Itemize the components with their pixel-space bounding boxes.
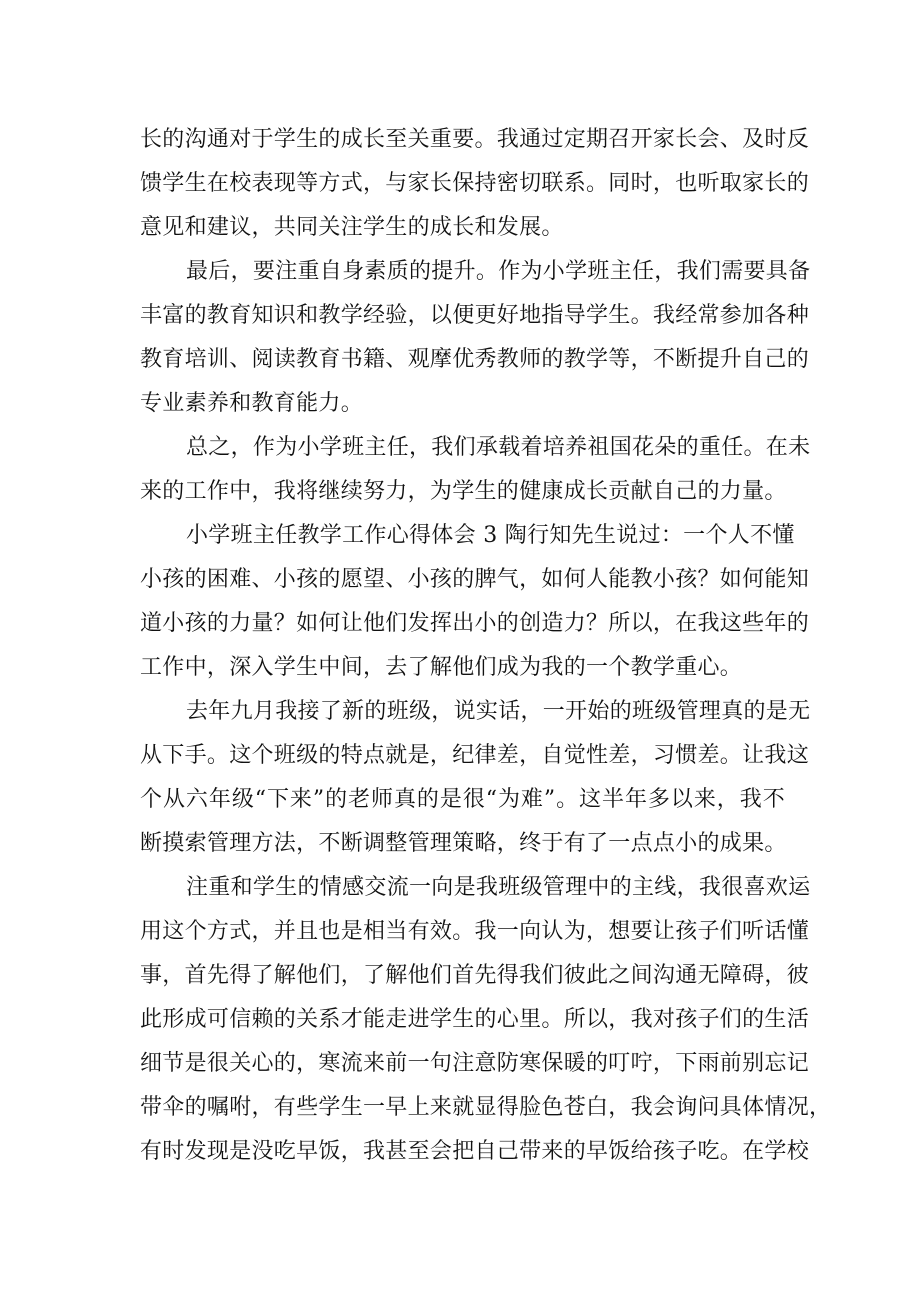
text-line: 工作中，深入学生中间，去了解他们成为我的一个教学重心。 (140, 655, 743, 680)
text-line: 带伞的嘱咐，有些学生一早上来就显得脸色苍白，我会询问具体情况， (140, 1095, 832, 1120)
text-line: 丰富的教育知识和教学经验，以便更好地指导学生。我经常参加各种 (140, 303, 810, 328)
text-line: 注重和学生的情感交流一向是我班级管理中的主线，我很喜欢运 (186, 875, 811, 900)
text-line: 个从六年级“下来”的老师真的是很“为难”。这半年多以来，我不 (140, 787, 785, 812)
text-line: 专业素养和教育能力。 (140, 391, 364, 416)
text-line: 长的沟通对于学生的成长至关重要。我通过定期召开家长会、及时反 (140, 127, 810, 152)
text-line: 用这个方式，并且也是相当有效。我一向认为，想要让孩子们听话懂 (140, 919, 810, 944)
text-line: 来的工作中，我将继续努力，为学生的健康成长贡献自己的力量。 (140, 479, 787, 504)
text-line: 教育培训、阅读教育书籍、观摩优秀教师的教学等，不断提升自己的 (140, 347, 810, 372)
text-line: 小学班主任教学工作心得体会 3 陶行知先生说过：一个人不懂 (186, 523, 795, 548)
text-line: 从下手。这个班级的特点就是，纪律差，自觉性差，习惯差。让我这 (140, 743, 810, 768)
text-line: 小孩的困难、小孩的愿望、小孩的脾气，如何人能教小孩？如何能知 (140, 567, 810, 592)
text-line: 断摸索管理方法，不断调整管理策略，终于有了一点点小的成果。 (140, 831, 787, 856)
text-line: 有时发现是没吃早饭，我甚至会把自己带来的早饭给孩子吃。在学校 (140, 1139, 810, 1164)
text-line: 馈学生在校表现等方式，与家长保持密切联系。同时，也听取家长的 (140, 171, 810, 196)
text-line: 总之，作为小学班主任，我们承载着培养祖国花朵的重任。在未 (186, 435, 811, 460)
text-line: 意见和建议，共同关注学生的成长和发展。 (140, 215, 564, 240)
text-line: 细节是很关心的，寒流来前一句注意防寒保暖的叮咛，下雨前别忘记 (140, 1051, 810, 1076)
text-line: 去年九月我接了新的班级，说实话，一开始的班级管理真的是无 (186, 699, 811, 724)
text-line: 事，首先得了解他们，了解他们首先得我们彼此之间沟通无障碍，彼 (140, 963, 810, 988)
text-line: 此形成可信赖的关系才能走进学生的心里。所以，我对孩子们的生活 (140, 1007, 810, 1032)
text-line: 道小孩的力量？如何让他们发挥出小的创造力？所以，在我这些年的 (140, 611, 810, 636)
text-line: 最后，要注重自身素质的提升。作为小学班主任，我们需要具备 (186, 259, 811, 284)
